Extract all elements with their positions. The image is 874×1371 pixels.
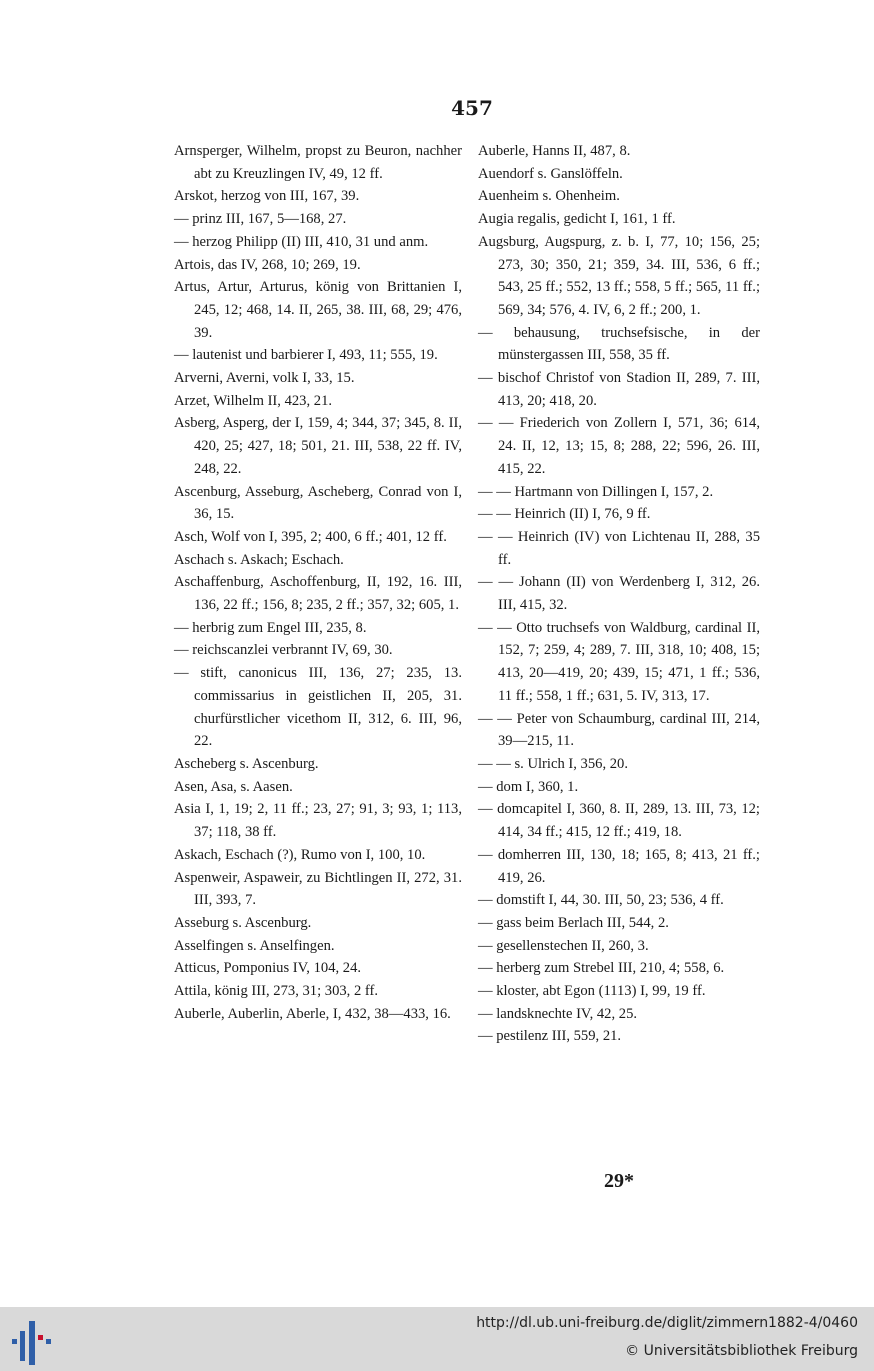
- index-entry: — — Heinrich (IV) von Lichtenau II, 288, 35 ff.: [478, 528, 760, 568]
- index-entry: — domstift I, 44, 30. III, 50, 23; 536, 4 ff.: [478, 892, 724, 909]
- index-entry: — herbrig zum Engel III, 235, 8.: [174, 619, 367, 636]
- index-entry: Asia I, 1, 19; 2, 11 ff.; 23, 27; 91, 3; 93, 1; 113, 37; 118, 38 ff.: [174, 801, 462, 841]
- index-entry: — stift, canonicus III, 136, 27; 235, 13. commissarius in geistlichen II, 205, 31. churfürstlicher vicethom II, 312, 6. III, 96, 22.: [174, 665, 462, 750]
- index-entry: Auberle, Hanns II, 487, 8.: [478, 143, 631, 159]
- copyright-notice: © Universitätsbibliothek Freiburg: [625, 1343, 858, 1359]
- index-entry: Asselfingen s. Anselfingen.: [174, 937, 335, 954]
- index-entry: Aschach s. Askach; Eschach.: [174, 551, 344, 568]
- index-entry: Arzet, Wilhelm II, 423, 21.: [174, 392, 333, 409]
- index-entry: — lautenist und barbierer I, 493, 11; 555, 19.: [174, 347, 438, 364]
- index-entry: Attila, könig III, 273, 31; 303, 2 ff.: [174, 983, 379, 1000]
- index-entry: Auendorf s. Ganslöffeln.: [478, 165, 623, 182]
- index-entry: Asseburg s. Ascenburg.: [174, 914, 312, 931]
- index-entry: Askach, Eschach (?), Rumo von I, 100, 10.: [174, 846, 426, 863]
- index-entry: — gesellenstechen II, 260, 3.: [478, 937, 649, 954]
- index-entry: Arverni, Averni, volk I, 33, 15.: [174, 370, 355, 387]
- signature-mark: 29*: [604, 1170, 634, 1192]
- index-column-left: [174, 140, 462, 1025]
- footer-bar: [0, 1307, 874, 1371]
- index-entry: — reichscanzlei verbrannt IV, 69, 30.: [174, 642, 393, 659]
- index-entry: — bischof Christof von Stadion II, 289, 7. III, 413, 20; 418, 20.: [478, 370, 760, 409]
- index-entry: — — Johann (II) von Werdenberg I, 312, 26. III, 415, 32.: [478, 574, 760, 614]
- index-entry: — — Peter von Schaumburg, cardinal III, 214, 39—215, 11.: [478, 710, 760, 750]
- index-entry: Asch, Wolf von I, 395, 2; 400, 6 ff.; 401, 12 ff.: [174, 528, 447, 545]
- index-entry: — — Otto truchsefs von Waldburg, cardinal II, 152, 7; 259, 4; 289, 7. III, 318, 10; 408, 15; 413, 20—419, 20; 439, 15; 471, 1 ff.; 536, 11 ff.; 558, 1 ff.; 631, 5. IV, 313, 17.: [478, 619, 760, 704]
- index-entry: Auenheim s. Ohenheim.: [478, 188, 620, 205]
- index-entry: — gass beim Berlach III, 544, 2.: [478, 914, 669, 931]
- index-entry: — behausung, truchsefsische, in der münstergassen III, 558, 35 ff.: [478, 324, 760, 364]
- index-column-right: [478, 140, 760, 1048]
- index-entry: Auberle, Auberlin, Aberle, I, 432, 38—433, 16.: [174, 1005, 451, 1022]
- index-entry: — — Friederich von Zollern I, 571, 36; 614, 24. II, 12, 13; 15, 8; 288, 22; 596, 26. III, 415, 22.: [478, 415, 760, 477]
- index-entry: — herzog Philipp (II) III, 410, 31 und anm.: [174, 233, 429, 250]
- index-entry: Aschaffenburg, Aschoffenburg, II, 192, 16. III, 136, 22 ff.; 156, 8; 235, 2 ff.; 357, 32; 605, 1.: [174, 574, 462, 614]
- index-entry: — — s. Ulrich I, 356, 20.: [478, 755, 628, 772]
- index-entry: — herberg zum Strebel III, 210, 4; 558, 6.: [478, 960, 725, 977]
- index-entry: — domherren III, 130, 18; 165, 8; 413, 21 ff.; 419, 26.: [478, 846, 760, 886]
- index-entry: — pestilenz III, 559, 21.: [478, 1028, 622, 1045]
- page-number: 457: [451, 96, 493, 120]
- library-logo-icon: [10, 1317, 54, 1367]
- index-entry: Arskot, herzog von III, 167, 39.: [174, 188, 360, 205]
- index-entry: Artus, Artur, Arturus, könig von Brittanien I, 245, 12; 468, 14. II, 265, 38. III, 68, 29; 476, 39.: [174, 279, 462, 341]
- permalink-url[interactable]: http://dl.ub.uni-freiburg.de/diglit/zimmern1882-4/0460: [476, 1315, 858, 1331]
- index-entry: — landsknechte IV, 42, 25.: [478, 1005, 638, 1022]
- index-entry: Asberg, Asperg, der I, 159, 4; 344, 37; 345, 8. II, 420, 25; 427, 18; 501, 21. III, 538, 22 ff. IV, 248, 22.: [174, 415, 462, 477]
- index-entry: Ascheberg s. Ascenburg.: [174, 755, 319, 772]
- index-entry: — — Heinrich (II) I, 76, 9 ff.: [478, 506, 651, 523]
- index-entry: Atticus, Pomponius IV, 104, 24.: [174, 960, 362, 977]
- index-entry: — dom I, 360, 1.: [478, 778, 579, 795]
- index-entry: — prinz III, 167, 5—168, 27.: [174, 211, 347, 228]
- index-entry: Ascenburg, Asseburg, Ascheberg, Conrad von I, 36, 15.: [174, 483, 462, 523]
- index-entry: Artois, das IV, 268, 10; 269, 19.: [174, 256, 361, 273]
- index-entry: — — Hartmann von Dillingen I, 157, 2.: [478, 483, 714, 500]
- index-entry: Arnsperger, Wilhelm, propst zu Beuron, nachher abt zu Kreuzlingen IV, 49, 12 ff.: [174, 143, 462, 182]
- index-entry: — kloster, abt Egon (1113) I, 99, 19 ff.: [478, 983, 706, 1000]
- index-entry: Augsburg, Augspurg, z. b. I, 77, 10; 156, 25; 273, 30; 350, 21; 359, 34. III, 536, 6 ff.; 543, 25 ff.; 552, 13 ff.; 558, 5 ff.; 565, 11 ff.; 569, 34; 576, 4. IV, 6, 2 ff.; 200, 1.: [478, 233, 760, 318]
- index-entry: Aspenweir, Aspaweir, zu Bichtlingen II, 272, 31. III, 393, 7.: [174, 869, 462, 909]
- index-entry: Augia regalis, gedicht I, 161, 1 ff.: [478, 211, 676, 228]
- index-entry: Asen, Asa, s. Aasen.: [174, 778, 293, 795]
- index-entry: — domcapitel I, 360, 8. II, 289, 13. III, 73, 12; 414, 34 ff.; 415, 12 ff.; 419, 18.: [478, 801, 760, 841]
